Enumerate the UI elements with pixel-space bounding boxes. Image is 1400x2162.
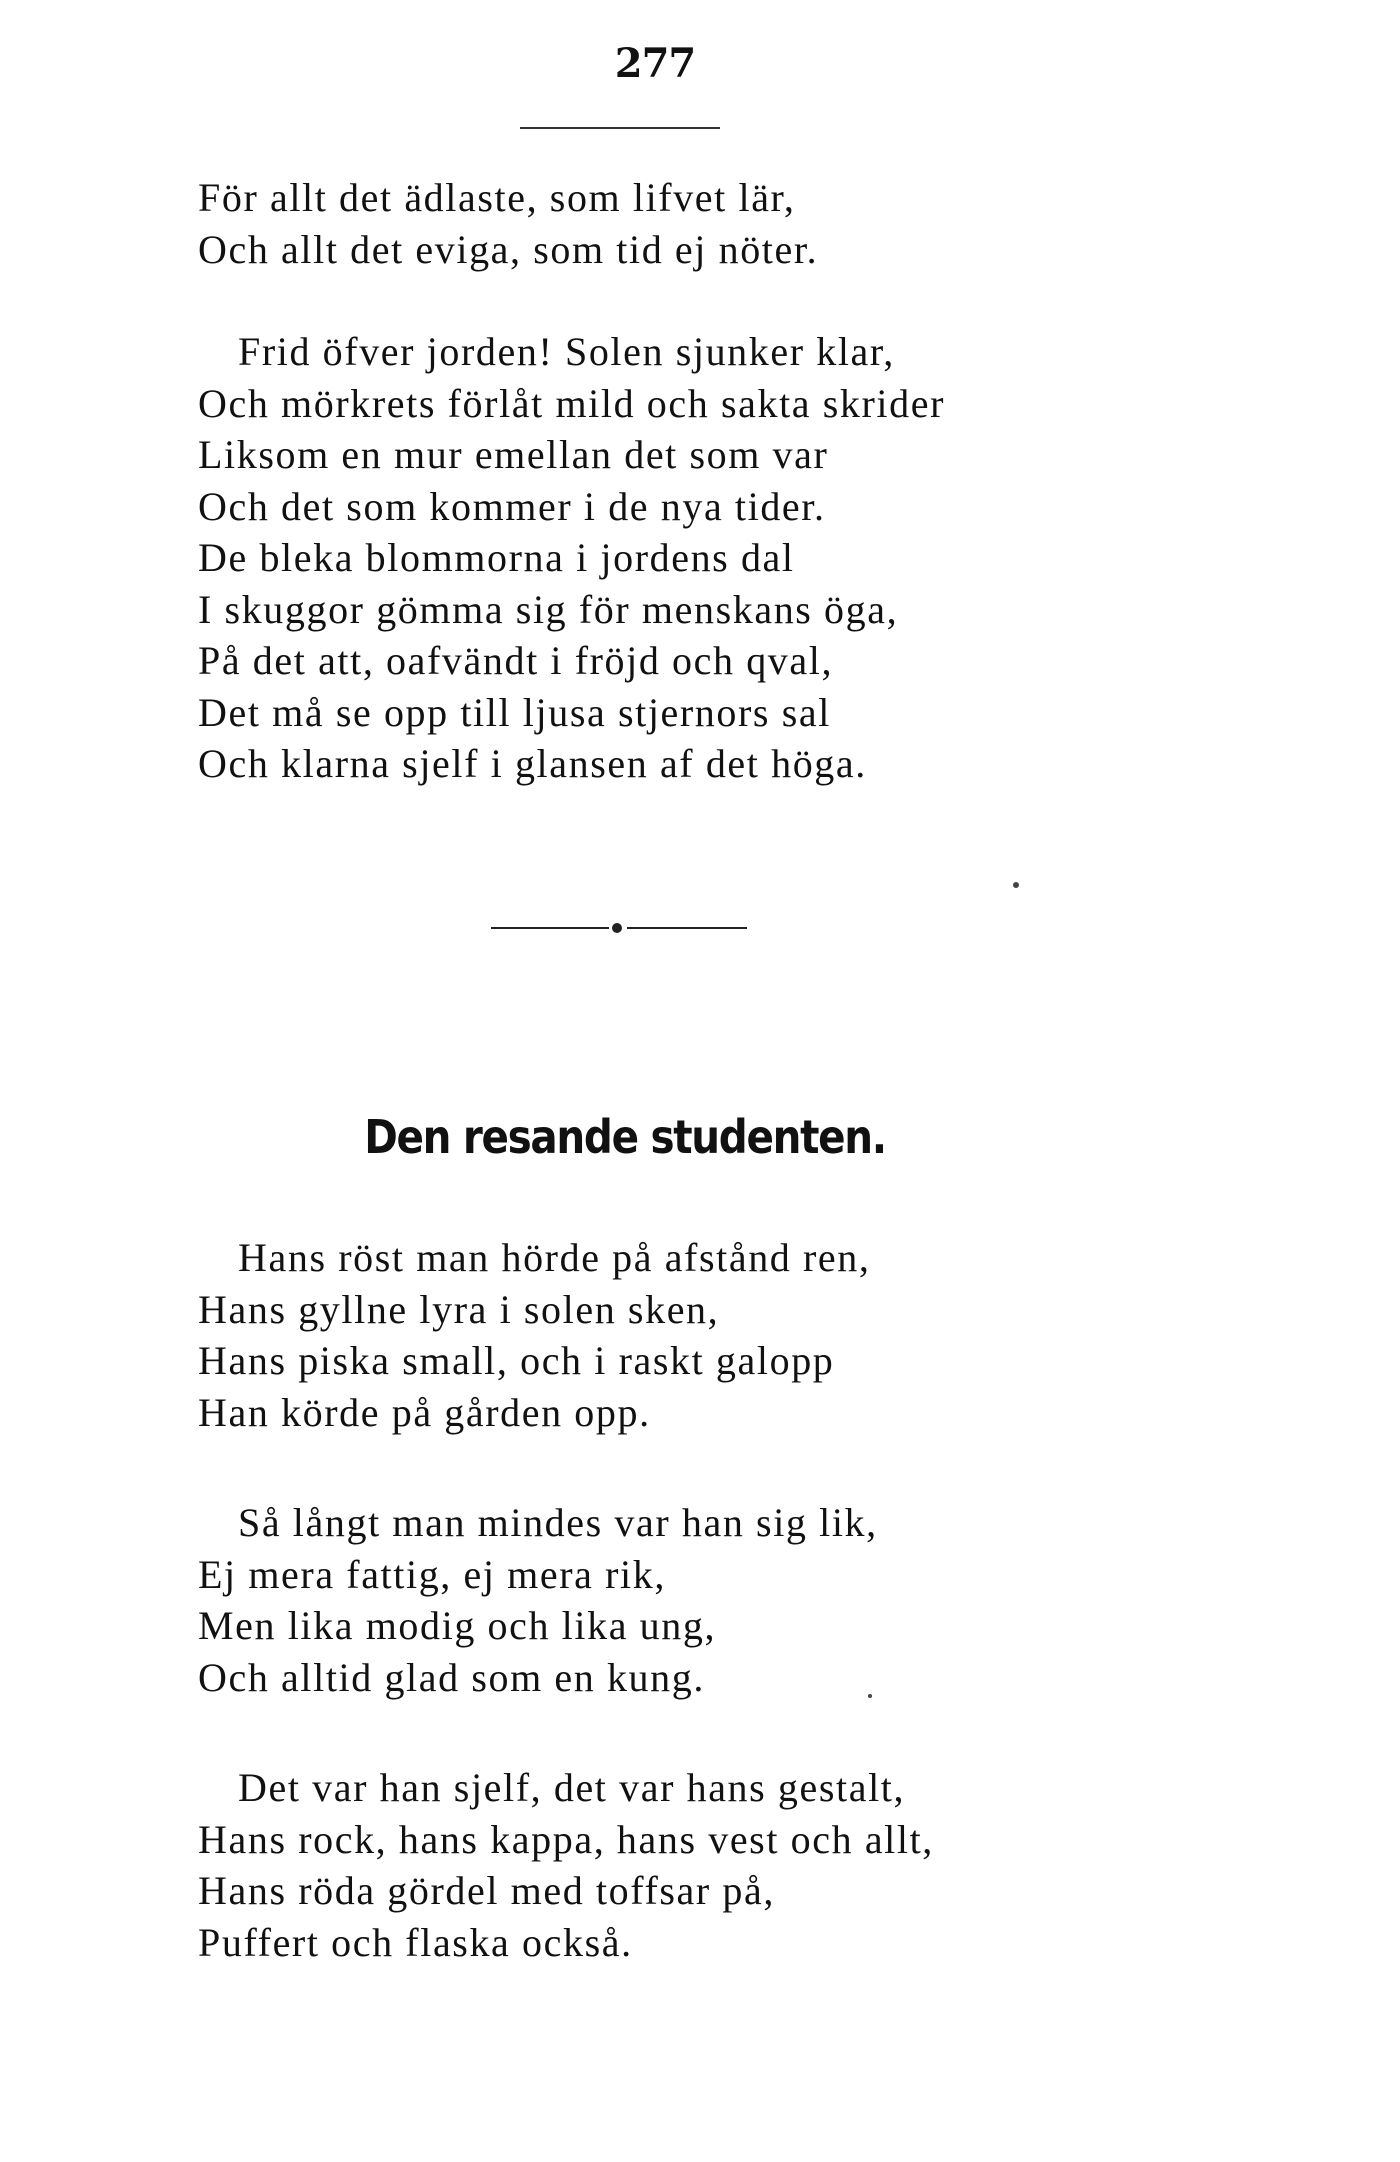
verse-line: Ej mera fattig, ej mera rik, (198, 1551, 666, 1597)
verse-line: Liksom en mur emellan det som var (198, 432, 829, 477)
header-rule (520, 127, 720, 129)
verse-line: Och allt det eviga, som tid ej nöter. (198, 226, 819, 272)
verse-line: I skuggor gömma sig för menskans öga, (198, 586, 899, 632)
verse-line: För allt det ädlaste, som lifvet lär, (198, 175, 796, 220)
verse-line: På det att, oafvändt i fröjd och qval, (198, 638, 834, 683)
verse-line: Hans rock, hans kappa, hans vest och allt, (198, 1816, 934, 1862)
verse-line: Hans piska small, och i raskt galopp (198, 1338, 835, 1383)
verse-line: Och klarna sjelf i glansen af det höga. (198, 741, 867, 786)
verse-line: Men lika modig och lika ung, (198, 1603, 717, 1648)
verse-line: Hans gyllne lyra i solen sken, (198, 1286, 720, 1332)
poem-stanza-3 (198, 1762, 1298, 1968)
poem-title: Den resande studenten. (364, 1110, 886, 1164)
verse-line: De bleka blommorna i jordens dal (198, 535, 795, 580)
stanza-continued-2 (198, 326, 1298, 790)
divider-dot (612, 923, 622, 933)
verse-line: Det må se opp till ljusa stjernors sal (198, 689, 831, 735)
verse-line: Och mörkrets förlåt mild och sakta skrider (198, 380, 946, 426)
poem-stanza-2 (198, 1497, 1298, 1703)
verse-line: Frid öfver jorden! Solen sjunker klar, (238, 329, 895, 374)
verse-line: Han körde på gården opp. (198, 1389, 651, 1435)
page-number: 277 (614, 40, 696, 87)
divider-line-left (491, 927, 609, 929)
verse-line: Hans röst man hörde på afstånd ren, (238, 1235, 871, 1280)
divider-line-right (627, 927, 747, 929)
section-divider-ornament (491, 922, 747, 934)
verse-line: Och alltid glad som en kung. (198, 1654, 705, 1700)
verse-line: Hans röda gördel med toffsar på, (198, 1868, 775, 1913)
verse-line: Det var han sjelf, det var hans gestalt, (238, 1765, 906, 1810)
verse-line: Puffert och flaska också. (198, 1919, 633, 1965)
stanza-continued-1 (198, 172, 1298, 275)
scan-speck (1013, 882, 1019, 888)
verse-line: Så långt man mindes var han sig lik, (238, 1500, 878, 1545)
poem-stanza-1 (198, 1232, 1298, 1438)
verse-line: Och det som kommer i de nya tider. (198, 483, 826, 529)
scan-speck (868, 1694, 872, 1698)
